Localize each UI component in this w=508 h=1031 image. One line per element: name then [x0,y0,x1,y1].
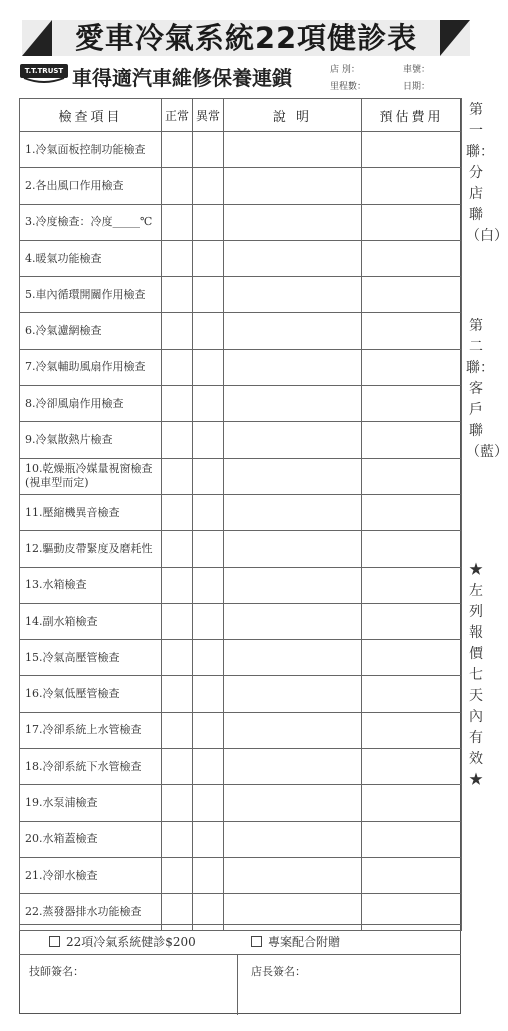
description-cell[interactable] [224,712,362,748]
abnormal-cell[interactable] [193,494,224,530]
check-item-text: 4.暖氣功能檢查 [25,251,102,265]
check-item-label [20,132,162,168]
normal-cell[interactable] [162,567,193,603]
description-cell[interactable] [224,422,362,458]
normal-cell[interactable] [162,313,193,349]
cost-cell[interactable] [362,567,462,603]
table-row [20,386,462,422]
abnormal-cell[interactable] [193,422,224,458]
check-item-text: 1.冷氣面板控制功能檢查 [25,142,146,156]
manager-signature-field[interactable]: 店長簽名： [251,965,306,978]
signature-row [19,954,461,1014]
option-checkup-label: 22項冷氣系統健診$200 [66,935,196,949]
normal-cell[interactable] [162,458,193,494]
date-label: 日期： [403,82,431,92]
mileage-label: 里程數： [330,82,367,92]
cost-cell[interactable] [362,821,462,857]
header-cost: 預估費用 [362,99,462,132]
checkup-checkbox[interactable] [49,936,60,947]
check-item-note: (視車型而定) [25,476,89,490]
check-item-label [20,785,162,821]
cost-cell[interactable] [362,640,462,676]
description-cell[interactable] [224,749,362,785]
table-row [20,494,462,530]
check-item-label [20,531,162,567]
description-cell[interactable] [224,676,362,712]
check-item-label [20,277,162,313]
normal-cell[interactable] [162,712,193,748]
abnormal-cell[interactable] [193,277,224,313]
check-item-label [20,749,162,785]
company-name: 車得適汽車維修保養連鎖 [72,66,292,90]
description-cell[interactable] [224,785,362,821]
abnormal-cell[interactable] [193,676,224,712]
check-item-label [20,349,162,385]
store-label: 店 別： [330,65,360,75]
cost-cell[interactable] [362,168,462,204]
cost-cell[interactable] [362,349,462,385]
check-item-label [20,567,162,603]
table-row [20,785,462,821]
abnormal-cell[interactable] [193,240,224,276]
check-item-label [20,240,162,276]
table-row [20,640,462,676]
table-row [20,349,462,385]
normal-cell[interactable] [162,349,193,385]
description-cell[interactable] [224,494,362,530]
copy1-note: 第一聯：分店聯（白） [466,102,508,244]
abnormal-cell[interactable] [193,749,224,785]
title-left-triangle [22,20,52,56]
option-bundle-label: 專案配合附贈 [268,935,341,949]
cost-cell[interactable] [362,712,462,748]
table-header-row [20,99,462,132]
abnormal-cell[interactable] [193,132,224,168]
check-item-label [20,712,162,748]
copy2-note: 第二聯：客戶聯（藍） [466,318,508,460]
normal-cell[interactable] [162,494,193,530]
cost-cell[interactable] [362,240,462,276]
bundle-checkbox[interactable] [251,936,262,947]
abnormal-cell[interactable] [193,531,224,567]
description-cell[interactable] [224,240,362,276]
normal-cell[interactable] [162,857,193,893]
table-row [20,422,462,458]
cost-cell[interactable] [362,857,462,893]
abnormal-cell[interactable] [193,821,224,857]
cost-cell[interactable] [362,494,462,530]
description-cell[interactable] [224,277,362,313]
plate-label: 車號： [403,65,431,75]
description-cell[interactable] [224,349,362,385]
check-item-text: 19.水泵浦檢查 [25,795,98,809]
table-row [20,603,462,639]
check-item-text: 11.壓縮機異音檢查 [25,505,120,519]
table-row [20,204,462,240]
header-item: 檢查項目 [20,99,162,132]
check-item-label [20,857,162,893]
cost-cell[interactable] [362,277,462,313]
check-item-text: 16.冷氣低壓管檢查 [25,687,120,701]
table-row [20,712,462,748]
normal-cell[interactable] [162,422,193,458]
table-row [20,676,462,712]
normal-cell[interactable] [162,821,193,857]
check-item-text: 20.水箱蓋檢查 [25,832,98,846]
abnormal-cell[interactable] [193,313,224,349]
cost-cell[interactable] [362,132,462,168]
normal-cell[interactable] [162,204,193,240]
description-cell[interactable] [224,132,362,168]
check-item-label [20,204,162,240]
description-cell[interactable] [224,458,362,494]
table-row [20,857,462,893]
cost-cell[interactable] [362,458,462,494]
abnormal-cell[interactable] [193,567,224,603]
normal-cell[interactable] [162,168,193,204]
check-item-text: 10.乾燥瓶冷媒量視窗檢查 [25,462,153,476]
abnormal-cell[interactable] [193,785,224,821]
description-cell[interactable] [224,640,362,676]
description-cell[interactable] [224,313,362,349]
normal-cell[interactable] [162,132,193,168]
header-abnormal: 異常 [193,99,224,132]
table-row [20,749,462,785]
normal-cell[interactable] [162,676,193,712]
check-item-label [20,494,162,530]
title-right-triangle [440,20,470,56]
check-item-label [20,168,162,204]
normal-cell[interactable] [162,240,193,276]
check-item-text: 7.冷氣輔助風扇作用檢查 [25,360,146,374]
validity-notice: ★左列報價七天內有效★ [469,562,483,788]
table-row [20,240,462,276]
normal-cell[interactable] [162,785,193,821]
page-title: 愛車冷氣系統22項健診表 [74,21,418,55]
check-item-label [20,422,162,458]
normal-cell[interactable] [162,277,193,313]
normal-cell[interactable] [162,603,193,639]
option-bundle[interactable] [251,933,340,950]
table-row [20,277,462,313]
header-normal: 正常 [162,99,193,132]
check-item-label [20,458,162,494]
signature-divider [237,955,238,1015]
logo-text: T.T.TRUST [24,67,64,75]
cost-cell[interactable] [362,785,462,821]
abnormal-cell[interactable] [193,204,224,240]
check-item-text: 3.冷度檢查：冷度_____℃ [25,215,153,229]
description-cell[interactable] [224,567,362,603]
cost-cell[interactable] [362,676,462,712]
abnormal-cell[interactable] [193,640,224,676]
description-cell[interactable] [224,531,362,567]
table-row [20,168,462,204]
table-row [20,313,462,349]
technician-signature-field[interactable]: 技師簽名： [29,965,84,978]
check-item-label [20,386,162,422]
normal-cell[interactable] [162,640,193,676]
option-checkup[interactable] [49,933,196,950]
description-cell[interactable] [224,168,362,204]
inspection-table [19,98,462,931]
table-row [20,821,462,857]
description-cell[interactable] [224,386,362,422]
cost-cell[interactable] [362,531,462,567]
description-cell[interactable] [224,204,362,240]
check-item-label [20,676,162,712]
table-row [20,458,462,494]
normal-cell[interactable] [162,749,193,785]
table-row [20,567,462,603]
header-description: 說 明 [224,99,362,132]
table-row [20,132,462,168]
table-row [20,531,462,567]
check-item-text: 15.冷氣高壓管檢查 [25,650,120,664]
cost-cell[interactable] [362,422,462,458]
cost-cell[interactable] [362,386,462,422]
abnormal-cell[interactable] [193,857,224,893]
option-row [19,924,461,954]
cost-cell[interactable] [362,603,462,639]
description-cell[interactable] [224,821,362,857]
check-item-label [20,603,162,639]
abnormal-cell[interactable] [193,168,224,204]
normal-cell[interactable] [162,386,193,422]
check-item-text: 12.驅動皮帶緊度及磨耗性 [25,541,153,555]
check-item-text: 18.冷卻系統下水管檢查 [25,759,142,773]
check-item-label [20,640,162,676]
check-item-text: 2.各出風口作用檢查 [25,178,124,192]
abnormal-cell[interactable] [193,712,224,748]
check-item-text: 21.冷卻水檢查 [25,868,98,882]
abnormal-cell[interactable] [193,386,224,422]
description-cell[interactable] [224,857,362,893]
check-item-text: 8.冷卻風扇作用檢查 [25,396,124,410]
abnormal-cell[interactable] [193,603,224,639]
cost-cell[interactable] [362,313,462,349]
normal-cell[interactable] [162,531,193,567]
check-item-text: 17.冷卻系統上水管檢查 [25,723,142,737]
cost-cell[interactable] [362,749,462,785]
check-item-text: 5.車內循環開關作用檢查 [25,287,146,301]
check-item-text: 9.冷氣散熱片檢查 [25,433,113,447]
check-item-text: 22.蒸發器排水功能檢查 [25,904,142,918]
abnormal-cell[interactable] [193,349,224,385]
check-item-text: 14.副水箱檢查 [25,614,98,628]
check-item-text: 13.水箱檢查 [25,578,87,592]
abnormal-cell[interactable] [193,458,224,494]
check-item-label [20,821,162,857]
check-item-text: 6.冷氣濾網檢查 [25,324,102,338]
check-item-label [20,313,162,349]
cost-cell[interactable] [362,204,462,240]
description-cell[interactable] [224,603,362,639]
